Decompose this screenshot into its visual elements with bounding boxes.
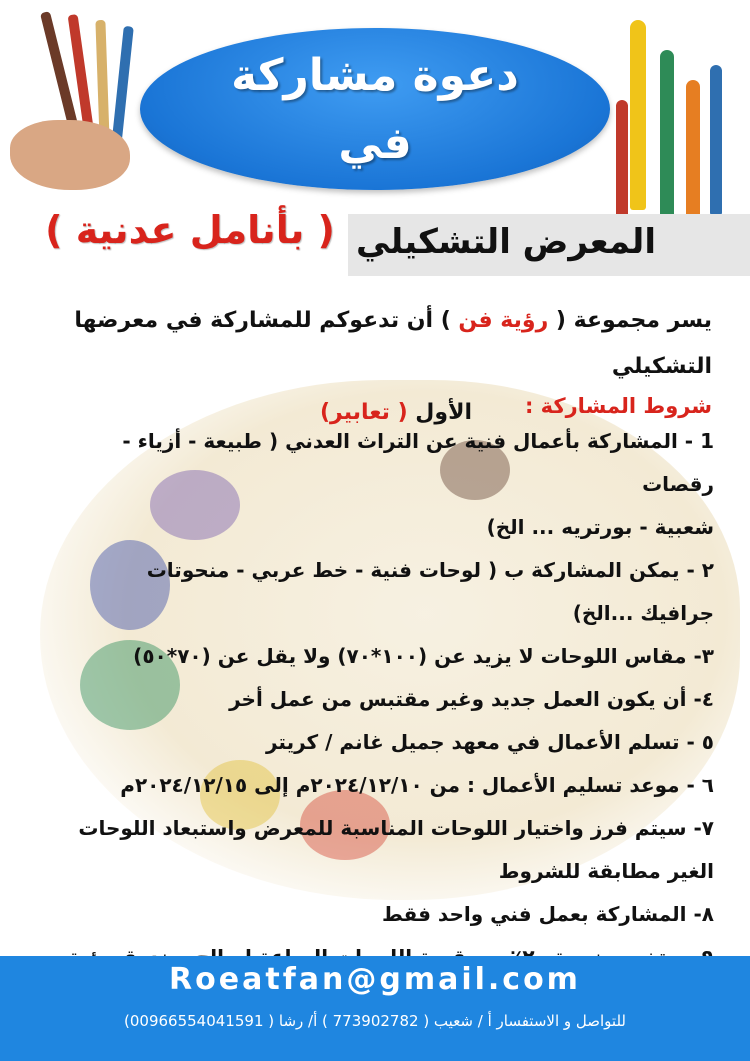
condition-line: ٣- مقاس اللوحات لا يزيد عن (١٠٠*٧٠) ولا يقل عن (٧٠*٥٠)	[133, 644, 714, 668]
exhibit-title: ( تعابير)	[320, 400, 408, 425]
contact-email[interactable]: Roeatfan@gmail.com	[169, 962, 581, 997]
condition-line: شعبية - بورتريه ... الخ)	[486, 515, 714, 539]
brushes-left-icon	[0, 0, 150, 200]
condition-line: ٥ - تسلم الأعمال في معهد جميل غانم / كريتر	[265, 730, 714, 754]
conditions-list	[60, 420, 714, 1022]
condition-line: ٢ - يمكن المشاركة ب ( لوحات فنية - خط عربي - منحوتات	[146, 558, 714, 582]
condition-line: ٦ - موعد تسليم الأعمال : من ٢٠٢٤/١٢/١٠م إلى ٢٠٢٤/١٢/١٥م	[120, 773, 714, 797]
condition-line: ٤- أن يكون العمل جديد وغير مقتبس من عمل أخر	[229, 687, 714, 711]
title-line-2: في	[338, 118, 412, 169]
title-line-1: دعوة مشاركة	[231, 50, 519, 101]
contact-phones: للتواصل و الاستفسار أ / شعيب ( 773902782 ) أ/ رشا ( 00966554041591)	[124, 1012, 626, 1030]
exhibition-label: المعرض التشكيلي	[356, 222, 656, 262]
intro-line-1-end: ) أن تدعوكم للمشاركة في معرضها التشكيلي	[74, 308, 712, 379]
group-name: رؤية فن	[450, 308, 556, 333]
intro-line-1	[40, 298, 712, 390]
condition-line: 1 - المشاركة بأعمال فنية عن التراث العدني ( طبيعة - أزياء - رقصات	[122, 429, 714, 496]
condition-line: ٧- سيتم فرز واختيار اللوحات المناسبة للمعرض واستبعاد اللوحات	[78, 816, 714, 840]
conditions-title: شروط المشاركة :	[524, 394, 712, 418]
condition-line: الغير مطابقة للشروط	[498, 859, 714, 883]
condition-line: ٨- المشاركة بعمل فني واحد فقط	[382, 902, 714, 926]
brushes-right-icon	[610, 10, 750, 220]
intro-line-1-start: يسر مجموعة (	[555, 308, 712, 333]
intro-line-2-start: الأول	[407, 400, 472, 425]
condition-line: جرافيك ...الخ)	[572, 601, 714, 625]
exhibition-name: ( بأنامل عدنية )	[45, 208, 335, 252]
